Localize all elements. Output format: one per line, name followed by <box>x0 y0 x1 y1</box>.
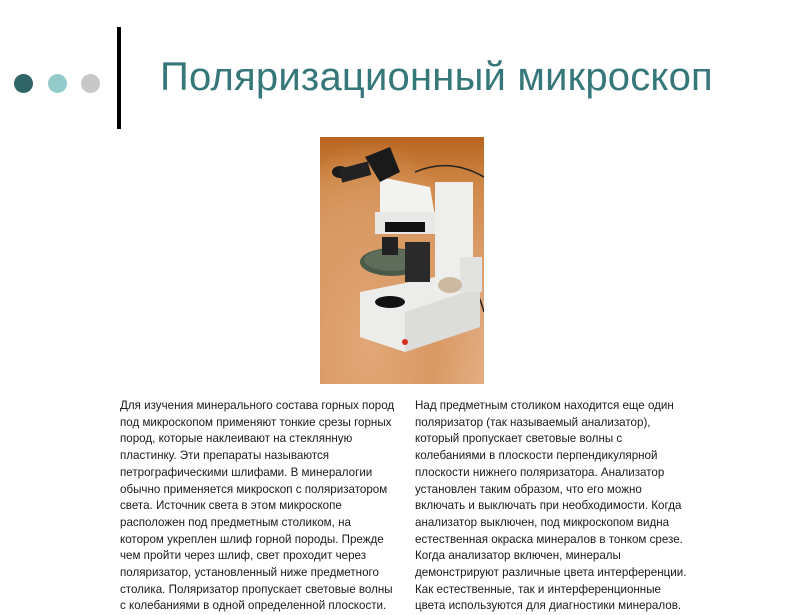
text-line: который пропускает световые волны с <box>415 432 623 446</box>
text-line: пород, которые наклеивают на стеклянную <box>120 432 353 446</box>
text-line: цвета используются для диагностики минералов. <box>415 599 682 613</box>
title-divider <box>117 27 121 129</box>
text-line: Над предметным столиком находится еще один <box>415 399 674 412</box>
text-line: включать и выключать при необходимости. Когда <box>415 499 682 513</box>
microscope-photo <box>320 137 484 384</box>
text-line: поляризатор (так называемый анализатор), <box>415 415 651 429</box>
text-line: Для изучения минерального состава горных пород <box>120 399 395 412</box>
right-text-column <box>415 398 710 615</box>
text-line: с колебаниями в одной определенной плоскости. <box>120 599 387 613</box>
text-line: установлен таким образом, что его можно <box>415 482 642 496</box>
decor-dot-gray <box>81 74 100 93</box>
text-line: Как естественные, так и интерференционные <box>415 582 661 596</box>
text-line: чем пройти через шлиф, свет проходит через <box>120 549 367 563</box>
text-line: анализатор выключен, под микроскопом видна <box>415 515 670 529</box>
text-line: петрографическими шлифами. В минералогии <box>120 465 373 479</box>
microscope-illustration <box>320 137 484 384</box>
text-line: плоскости нижнего поляризатора. Анализатор <box>415 465 665 479</box>
text-line: под микроскопом применяют тонкие срезы горных <box>120 415 392 429</box>
decor-dot-dark <box>14 74 33 93</box>
text-line: столика. Поляризатор пропускает световые волны <box>120 582 393 596</box>
text-line: котором укреплен шлиф горной породы. Прежде <box>120 532 384 546</box>
decor-dot-light-teal <box>48 74 67 93</box>
text-line: света. Источник света в этом микроскопе <box>120 499 342 513</box>
text-line: естественная окраска минералов в тонком срезе. <box>415 532 683 546</box>
text-line: колебаниями в плоскости перпендикулярной <box>415 449 658 463</box>
text-line: поляризатор, установленный ниже предметного <box>120 566 379 580</box>
text-line: демонстрируют различные цвета интерференции. <box>415 566 687 580</box>
slide-title: Поляризационный микроскоп <box>160 55 713 99</box>
text-line: обычно применяется микроскоп с поляризатором <box>120 482 388 496</box>
left-text-column <box>120 398 415 615</box>
text-line: Когда анализатор включен, минералы <box>415 549 621 563</box>
text-line: расположен под предметным столиком, на <box>120 515 351 529</box>
text-line: пластинку. Эти препараты называются <box>120 449 330 463</box>
